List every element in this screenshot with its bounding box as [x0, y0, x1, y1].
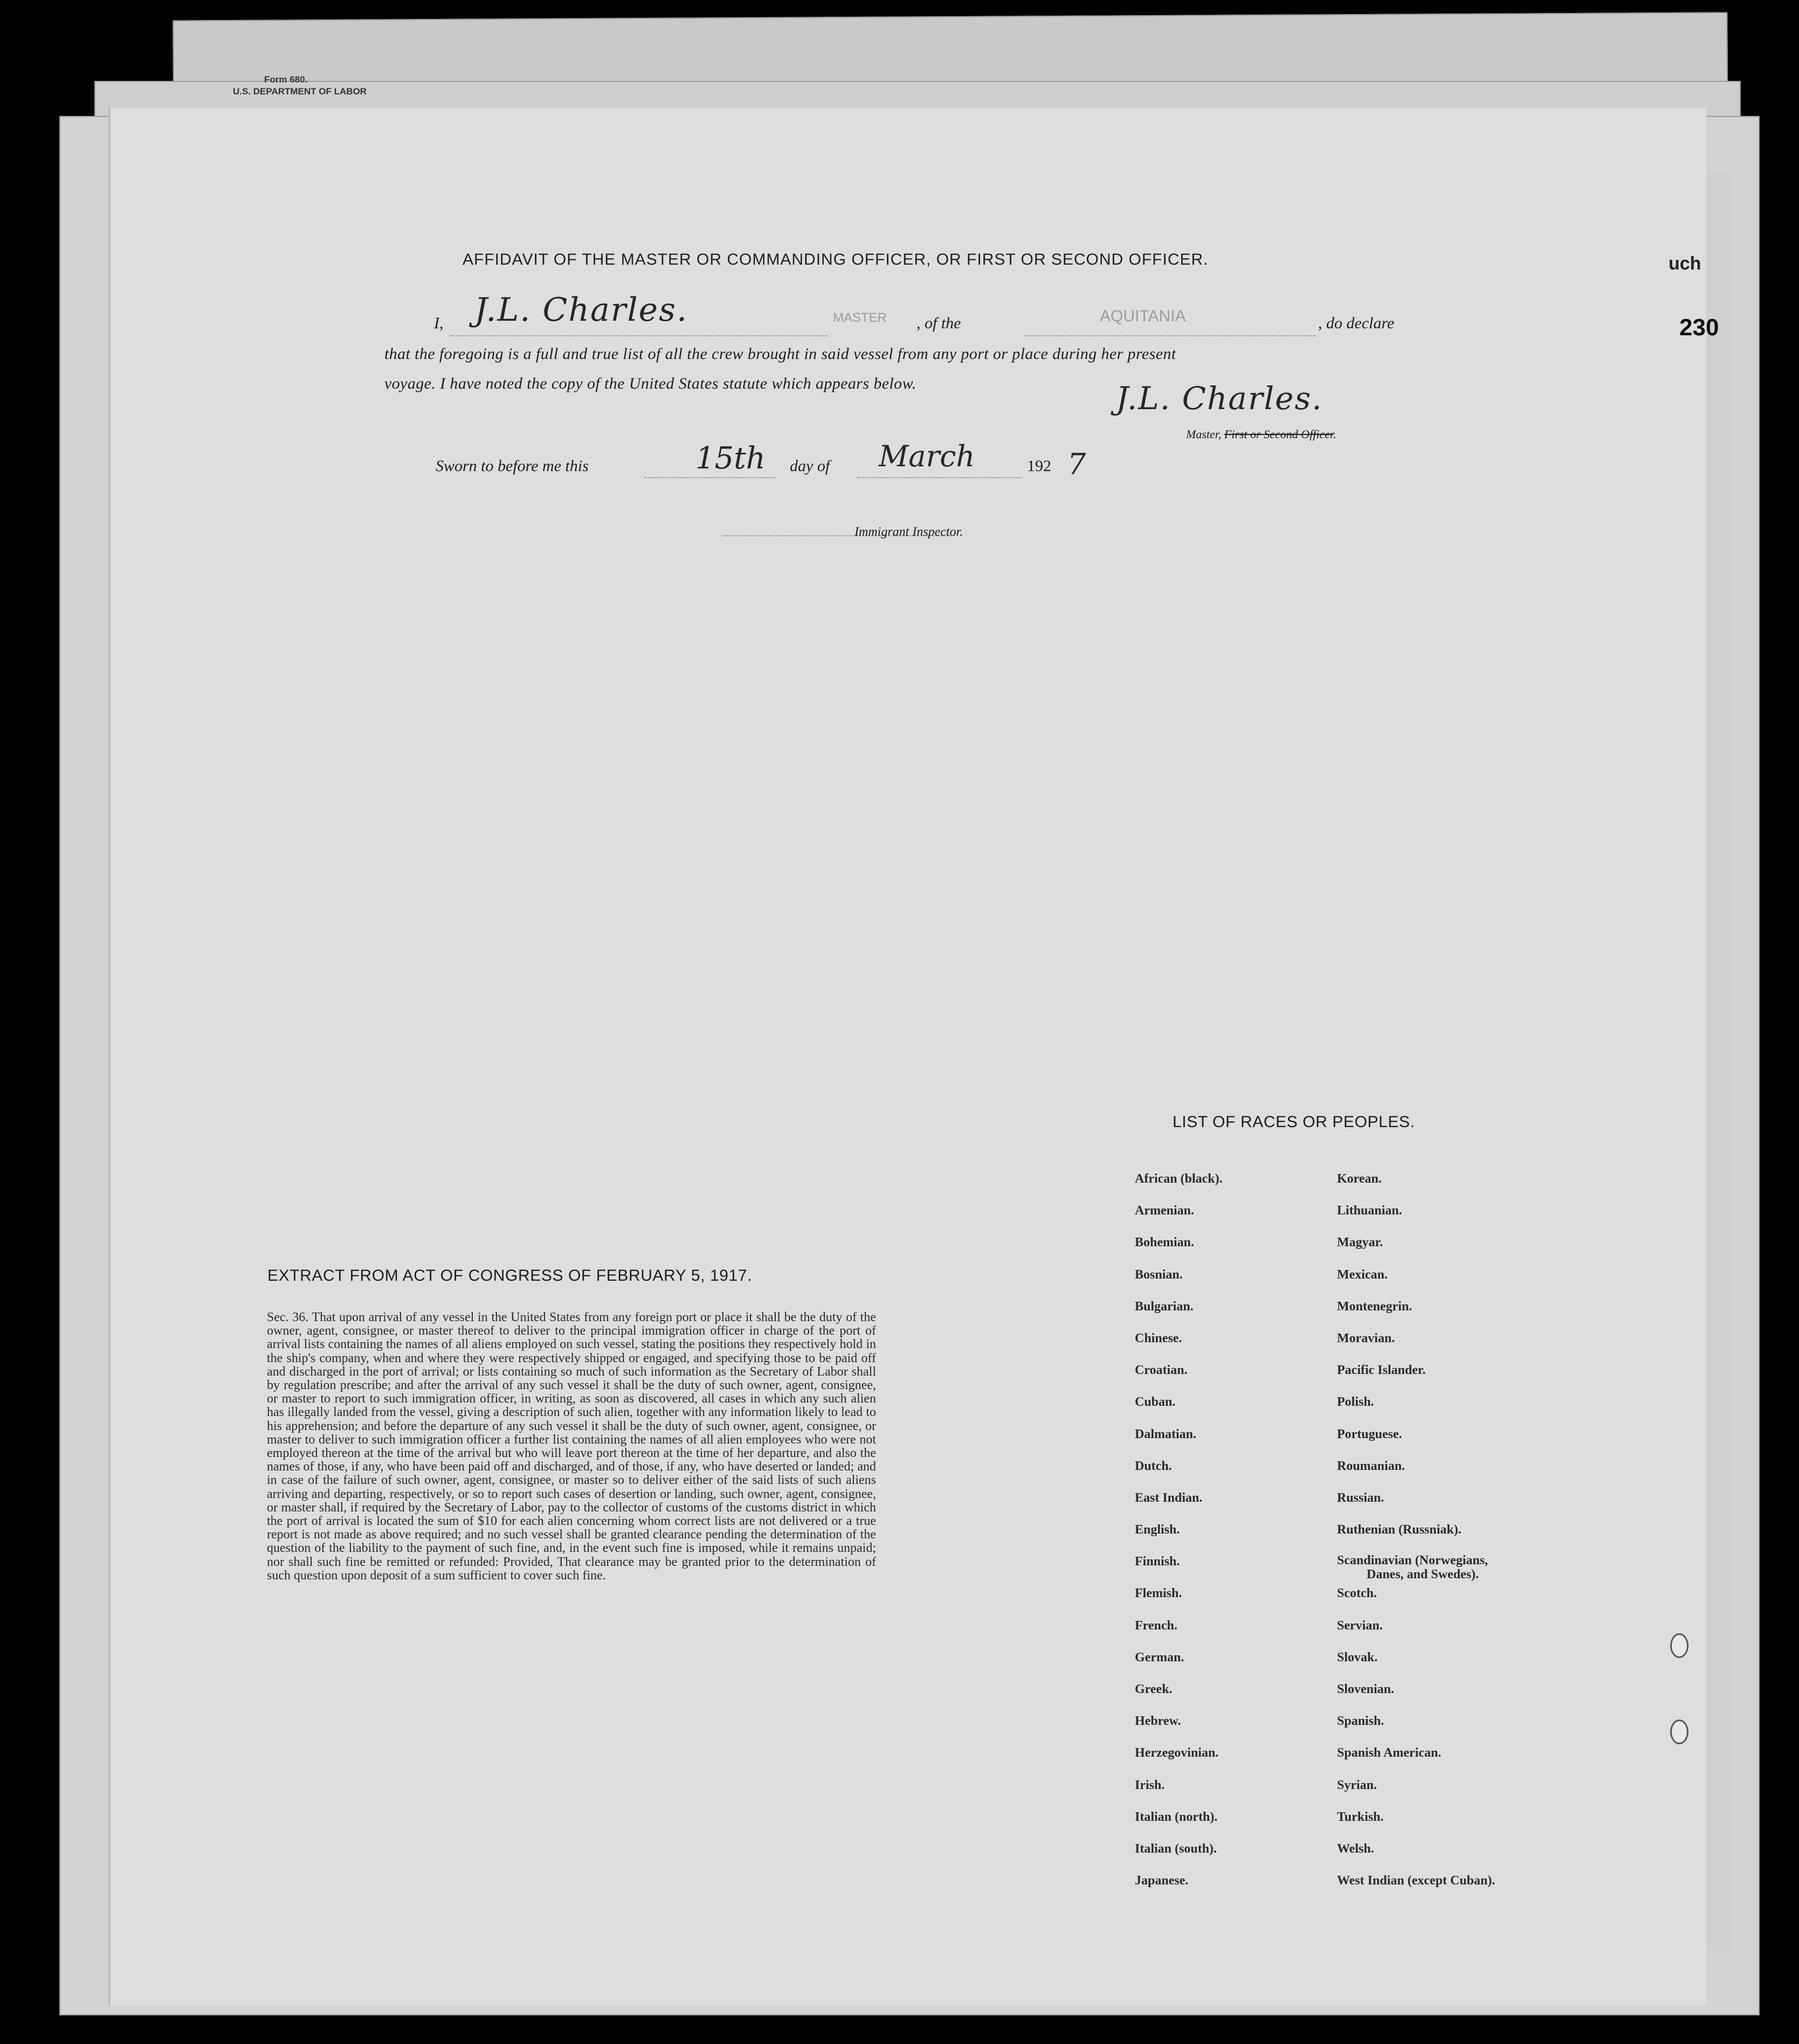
race-entry: Scotch. [1337, 1586, 1377, 1601]
binder-hole [1670, 1633, 1688, 1658]
race-entry: Spanish American. [1337, 1746, 1442, 1760]
race-entry: Cuban. [1135, 1395, 1176, 1410]
race-entry: Welsh. [1337, 1841, 1374, 1856]
of-the-label: , of the [916, 314, 961, 332]
inspector-label: Immigrant Inspector. [854, 525, 963, 539]
race-entry: Montenegrin. [1337, 1299, 1412, 1314]
affidavit-line-2: that the foregoing is a full and true list of all the crew brought in said vessel from any port or place during her present [384, 345, 1176, 363]
race-entry: Bulgarian. [1135, 1299, 1194, 1314]
races-left-column [1135, 1171, 1223, 1904]
race-entry: Japanese. [1135, 1874, 1189, 1888]
master-signature: J.L. Charles. [474, 291, 688, 329]
master-end: . [1333, 427, 1336, 441]
signature-line [450, 335, 828, 336]
race-entry: Syrian. [1337, 1778, 1377, 1792]
race-entry: Slovak. [1337, 1650, 1378, 1665]
form-number: Form 680. [264, 74, 308, 85]
race-entry: Spanish. [1337, 1714, 1384, 1729]
race-entry: East Indian. [1135, 1490, 1203, 1505]
race-entry: Roumanian. [1337, 1459, 1405, 1473]
rank-label: MASTER [833, 310, 887, 325]
master-title [1186, 427, 1336, 441]
race-entry: Moravian. [1337, 1331, 1395, 1345]
race-entry: Scandinavian (Norwegians, Danes, and Swedes). [1337, 1553, 1495, 1585]
day-line [644, 477, 776, 478]
department-label: U.S. DEPARTMENT OF LABOR [233, 86, 367, 96]
races-title: LIST OF RACES OR PEOPLES. [1173, 1113, 1415, 1131]
race-entry: Ruthenian (Russniak). [1337, 1523, 1462, 1537]
race-entry: Chinese. [1135, 1331, 1182, 1345]
race-entry: Russian. [1337, 1490, 1384, 1505]
race-entry: Turkish. [1337, 1810, 1384, 1824]
month-value: March [879, 439, 975, 473]
race-entry: Polish. [1337, 1395, 1374, 1410]
race-entry: West Indian (except Cuban). [1337, 1874, 1495, 1888]
edge-number: 230 [1679, 314, 1719, 341]
race-entry: Portuguese. [1337, 1427, 1402, 1441]
master-label: Master, [1186, 427, 1222, 441]
race-entry: Hebrew. [1135, 1714, 1181, 1729]
race-entry: Bohemian. [1135, 1235, 1195, 1250]
do-declare-label: , do declare [1318, 314, 1395, 332]
race-entry: Herzegovinian. [1135, 1746, 1219, 1760]
race-entry-continuation: Danes, and Swedes). [1367, 1567, 1479, 1582]
race-entry: Korean. [1337, 1172, 1382, 1186]
race-entry: Lithuanian. [1337, 1204, 1402, 1218]
extract-title: EXTRACT FROM ACT OF CONGRESS OF FEBRUARY 5, 1917. [267, 1267, 753, 1285]
races-right-column [1337, 1171, 1495, 1904]
race-entry: Magyar. [1337, 1235, 1383, 1250]
race-entry: Pacific Islander. [1337, 1363, 1426, 1378]
race-entry: Irish. [1135, 1778, 1165, 1792]
affidavit-lead: I, [434, 314, 444, 332]
race-entry: Italian (south). [1135, 1841, 1217, 1856]
vessel-line [1024, 335, 1315, 336]
race-entry: Flemish. [1135, 1586, 1182, 1601]
race-entry: Finnish. [1135, 1555, 1180, 1569]
day-of-label: day of [790, 457, 830, 475]
race-entry: Greek. [1135, 1682, 1173, 1696]
month-line [857, 477, 1022, 478]
year-prefix: 192 [1027, 457, 1051, 475]
page-edge [1706, 172, 1732, 1951]
race-entry: English. [1135, 1523, 1180, 1537]
race-entry: German. [1135, 1650, 1184, 1665]
second-signature: J.L. Charles. [1116, 380, 1323, 417]
vessel-name: AQUITANIA [1100, 307, 1186, 325]
day-value: 15th [695, 441, 766, 476]
race-entry: Croatian. [1135, 1363, 1188, 1378]
extract-body: Sec. 36. That upon arrival of any vessel in the United States from any foreign port or place it shall be the duty of the owner, agent, consignee, or master thereof to deliver to the principal immigration officer in charge of the port of arrival lists containing the names of all aliens employed on such vessel, stating the positions they respectively hold in the ship's company, when and where they were respectively shipped or engaged, and specifying those to be paid off and discharged in the port of arrival; or lists containing so much of such information as the Secretary of Labor shall by regulation prescribe; and after the arrival of any such vessel it shall be the duty of such owner, agent, consignee, or master to report to such immigration officer, in writing, as soon as discovered, all cases in which any such alien has illegally landed from the vessel, giving a description of such alien, together with any information likely to lead to his apprehension; and before the departure of any such vessel it shall be the duty of such owner, agent, consignee, or master to deliver to such immigration officer a further list containing the names of all alien employees who were not employed thereon at the time of the arrival but who will leave port thereon at the time of her departure, and also the names of those, if any, who have been paid off and discharged, and of those, if any, who have deserted or landed; and in case of the failure of such owner, agent, consignee, or master so to deliver either of the said lists of such aliens arriving and departing, respectively, or so to report such cases of desertion or landing, such owner, agent, consignee, or master shall, if required by the Secretary of Labor, pay to the collector of customs of the customs district in which the port of arrival is located the sum of $10 for each alien concerning whom correct lists are not delivered or a true report is not made as above required; and no such vessel shall be granted clearance pending the determination of the question of the liability to the payment of such fine, and, in the event such fine is imposed, while it remains unpaid; nor shall such fine be remitted or refunded: Provided, That clearance may be granted prior to the determination of such question upon deposit of a sum sufficient to cover such fine. [267, 1310, 876, 1583]
race-entry: Dalmatian. [1135, 1427, 1196, 1441]
race-entry: French. [1135, 1618, 1177, 1633]
race-entry: Italian (north). [1135, 1810, 1218, 1824]
race-entry: Slovenian. [1337, 1682, 1395, 1696]
race-entry: Dutch. [1135, 1459, 1172, 1473]
race-entry: Mexican. [1337, 1267, 1388, 1282]
binder-hole [1670, 1720, 1688, 1744]
year-value: 7 [1067, 447, 1086, 481]
struck-officer-label: First or Second Officer [1224, 427, 1334, 441]
race-entry: Bosnian. [1135, 1267, 1183, 1282]
race-entry: Servian. [1337, 1618, 1383, 1633]
edge-text: uch [1669, 253, 1701, 274]
affidavit-line-3: voyage. I have noted the copy of the United States statute which appears below. [384, 375, 916, 392]
race-entry: Armenian. [1135, 1204, 1194, 1218]
affidavit-title: AFFIDAVIT OF THE MASTER OR COMMANDING OFFICER, OR FIRST OR SECOND OFFICER. [463, 251, 1209, 268]
sworn-label: Sworn to before me this [436, 457, 589, 475]
race-entry: African (black). [1135, 1172, 1223, 1186]
